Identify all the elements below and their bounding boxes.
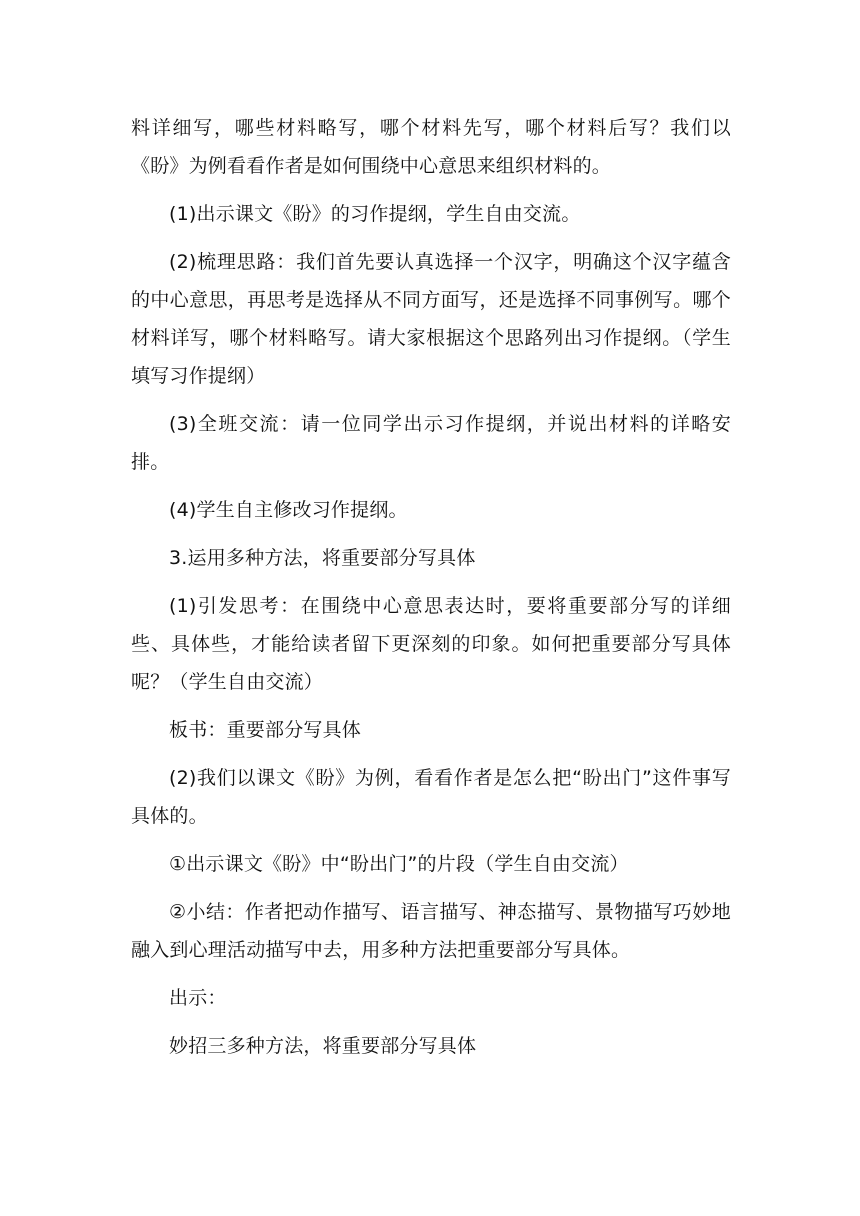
paragraph-1: 料详细写，哪些材料略写，哪个材料先写，哪个材料后写？我们以《盼》为例看看作者是如何围绕中心意思来组织材料的。 xyxy=(131,117,731,177)
board-note: 板书：重要部分写具体 xyxy=(169,719,362,741)
paragraph-7: (1)引发思考：在围绕中心意思表达时，要将重要部分写的详细些、具体些，才能给读者留下更深刻的印象。如何把重要部分写具体呢？（学生自由交流） xyxy=(131,595,731,693)
section-heading-3: 3.运用多种方法，将重要部分写具体 xyxy=(169,547,476,569)
document-body xyxy=(131,109,731,1075)
paragraph-12: 出示： xyxy=(169,987,227,1009)
paragraph-5: (4)学生自主修改习作提纲。 xyxy=(169,499,408,521)
paragraph-13: 妙招三多种方法，将重要部分写具体 xyxy=(169,1035,477,1057)
paragraph-3: (2)梳理思路：我们首先要认真选择一个汉字，明确这个汉字蕴含的中心意思，再思考是选择从不同方面写，还是选择不同事例写。哪个材料详写，哪个材料略写。请大家根据这个思路列出习作提纲。（学生填写习作提纲） xyxy=(131,251,731,387)
paragraph-2: (1)出示课文《盼》的习作提纲，学生自由交流。 xyxy=(169,203,581,225)
paragraph-4: (3)全班交流：请一位同学出示习作提纲，并说出材料的详略安排。 xyxy=(131,413,731,473)
paragraph-10: ①出示课文《盼》中“盼出门”的片段（学生自由交流） xyxy=(169,853,629,875)
paragraph-11: ②小结：作者把动作描写、语言描写、神态描写、景物描写巧妙地融入到心理活动描写中去，用多种方法把重要部分写具体。 xyxy=(131,901,731,961)
paragraph-9: (2)我们以课文《盼》为例，看看作者是怎么把“盼出门”这件事写具体的。 xyxy=(131,767,731,827)
